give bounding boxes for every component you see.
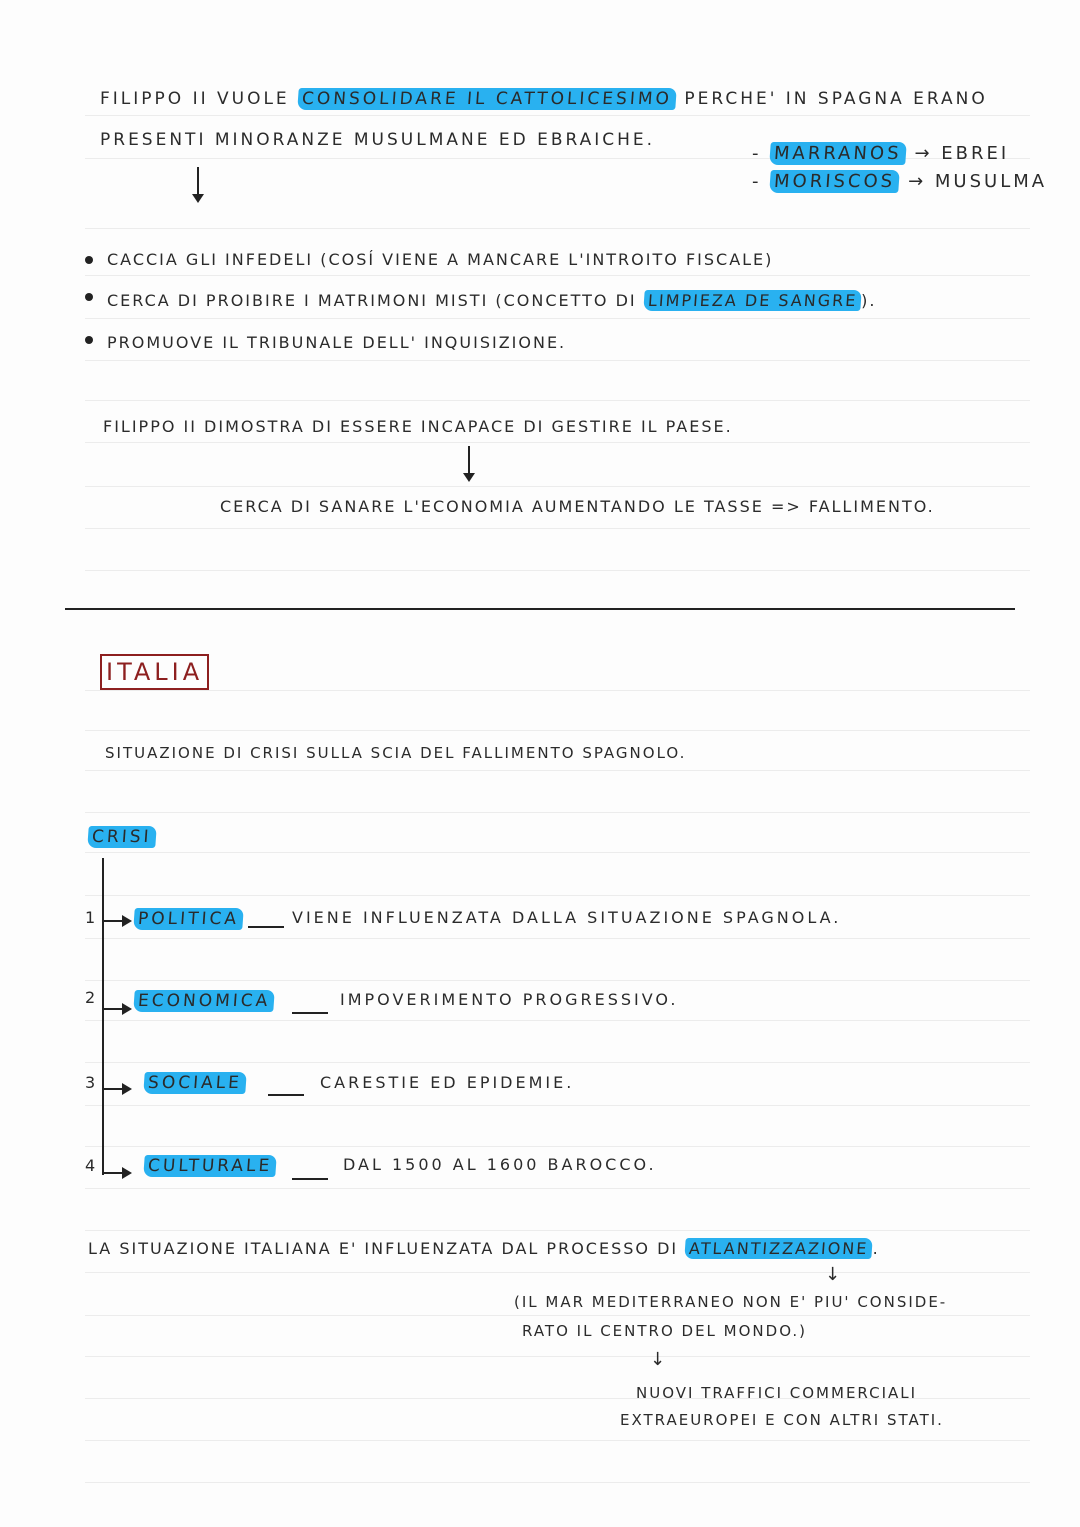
filippo-consolidare-line: FILIPPO II VUOLE CONSOLIDARE IL CATTOLICESIMO PERCHE' IN SPAGNA ERANO	[100, 89, 988, 109]
highlight-crisi: CRISI	[87, 826, 156, 848]
title-italia: ITALIA	[100, 654, 209, 690]
crisi-sociale-text: CARESTIE ED EPIDEMIE.	[320, 1073, 575, 1092]
crisi-economica-label	[134, 990, 274, 1012]
minoranze-line: PRESENTI MINORANZE MUSULMANE ED EBRAICHE.	[100, 130, 656, 150]
branch-arrow-icon	[102, 920, 124, 922]
right-arrow-icon: →	[914, 143, 933, 164]
highlight-limpieza: LIMPIEZA DE SANGRE	[643, 290, 862, 311]
item-number: 2	[85, 988, 96, 1007]
arrow-down-icon: ↓	[650, 1349, 666, 1370]
branch-arrow-icon	[102, 1088, 124, 1090]
bullet-matrimoni: CERCA DI PROIBIRE I MATRIMONI MISTI (CONCETTO DI LIMPIEZA DE SANGRE ).	[107, 291, 877, 310]
item-number: 1	[85, 908, 96, 927]
dash-connector	[292, 1178, 328, 1180]
note-extraeuropei: EXTRAEUROPEI E CON ALTRI STATI.	[620, 1411, 944, 1429]
branch-arrow-icon	[102, 1008, 124, 1010]
dash-connector	[268, 1094, 304, 1096]
dash-connector	[248, 926, 284, 928]
bullet-icon	[85, 336, 93, 344]
side-note-moriscos: - MORISCOS → MUSULMA	[752, 171, 1048, 192]
intro-crisi-line: SITUAZIONE DI CRISI SULLA SCIA DEL FALLIMENTO SPAGNOLO.	[105, 744, 687, 762]
crisi-politica-text: VIENE INFLUENZATA DALLA SITUAZIONE SPAGNOLA.	[292, 908, 842, 927]
crisi-label	[88, 826, 156, 848]
note-traffici: NUOVI TRAFFICI COMMERCIALI	[636, 1384, 918, 1402]
bullet-icon	[85, 293, 93, 301]
highlight-politica: POLITICA	[133, 908, 244, 930]
crisi-culturale-text: DAL 1500 AL 1600 BAROCCO.	[343, 1155, 657, 1174]
arrow-down-icon	[197, 167, 199, 201]
right-arrow-icon: →	[908, 171, 927, 192]
arrow-down-icon: ↓	[825, 1264, 841, 1285]
bullet-icon	[85, 256, 93, 264]
branch-arrow-icon	[102, 1172, 124, 1174]
highlight-atlantizzazione: ATLANTIZZAZIONE	[684, 1238, 873, 1259]
item-number: 4	[85, 1156, 96, 1175]
crisi-politica-label	[134, 908, 243, 930]
highlight-economica: ECONOMICA	[133, 990, 275, 1012]
sanare-line: CERCA DI SANARE L'ECONOMIA AUMENTANDO LE TASSE => FALLIMENTO.	[220, 497, 935, 516]
crisi-economica-text: IMPOVERIMENTO PROGRESSIVO.	[340, 990, 679, 1009]
bullet-caccia: CACCIA GLI INFEDELI (COSÍ VIENE A MANCARE L'INTROITO FISCALE)	[107, 250, 774, 269]
highlight-culturale: CULTURALE	[143, 1155, 277, 1177]
highlight-marranos: MARRANOS	[769, 142, 906, 165]
note-mediterraneo: (IL MAR MEDITERRANEO NON E' PIU' CONSIDE-	[514, 1293, 948, 1311]
filippo-incapace-line: FILIPPO II DIMOSTRA DI ESSERE INCAPACE DI GESTIRE IL PAESE.	[103, 417, 733, 436]
crisi-tree-trunk	[102, 858, 104, 1175]
item-number: 3	[85, 1073, 96, 1092]
arrow-down-icon	[468, 446, 470, 480]
bullet-inquisizione: PROMUOVE IL TRIBUNALE DELL' INQUISIZIONE.	[107, 333, 567, 352]
note-centro: RATO IL CENTRO DEL MONDO.)	[522, 1322, 808, 1340]
highlight-sociale: SOCIALE	[143, 1072, 246, 1094]
highlight-consolidare: CONSOLIDARE IL CATTOLICESIMO	[297, 88, 676, 110]
atlantizzazione-line: LA SITUAZIONE ITALIANA E' INFLUENZATA DAL PROCESSO DI ATLANTIZZAZIONE .	[88, 1239, 880, 1258]
highlight-moriscos: MORISCOS	[769, 170, 900, 193]
dash-connector	[292, 1012, 328, 1014]
side-note-marranos: - MARRANOS → EBREI	[752, 143, 1010, 164]
section-divider	[65, 608, 1015, 610]
crisi-culturale-label	[144, 1155, 276, 1177]
crisi-sociale-label	[144, 1072, 246, 1094]
